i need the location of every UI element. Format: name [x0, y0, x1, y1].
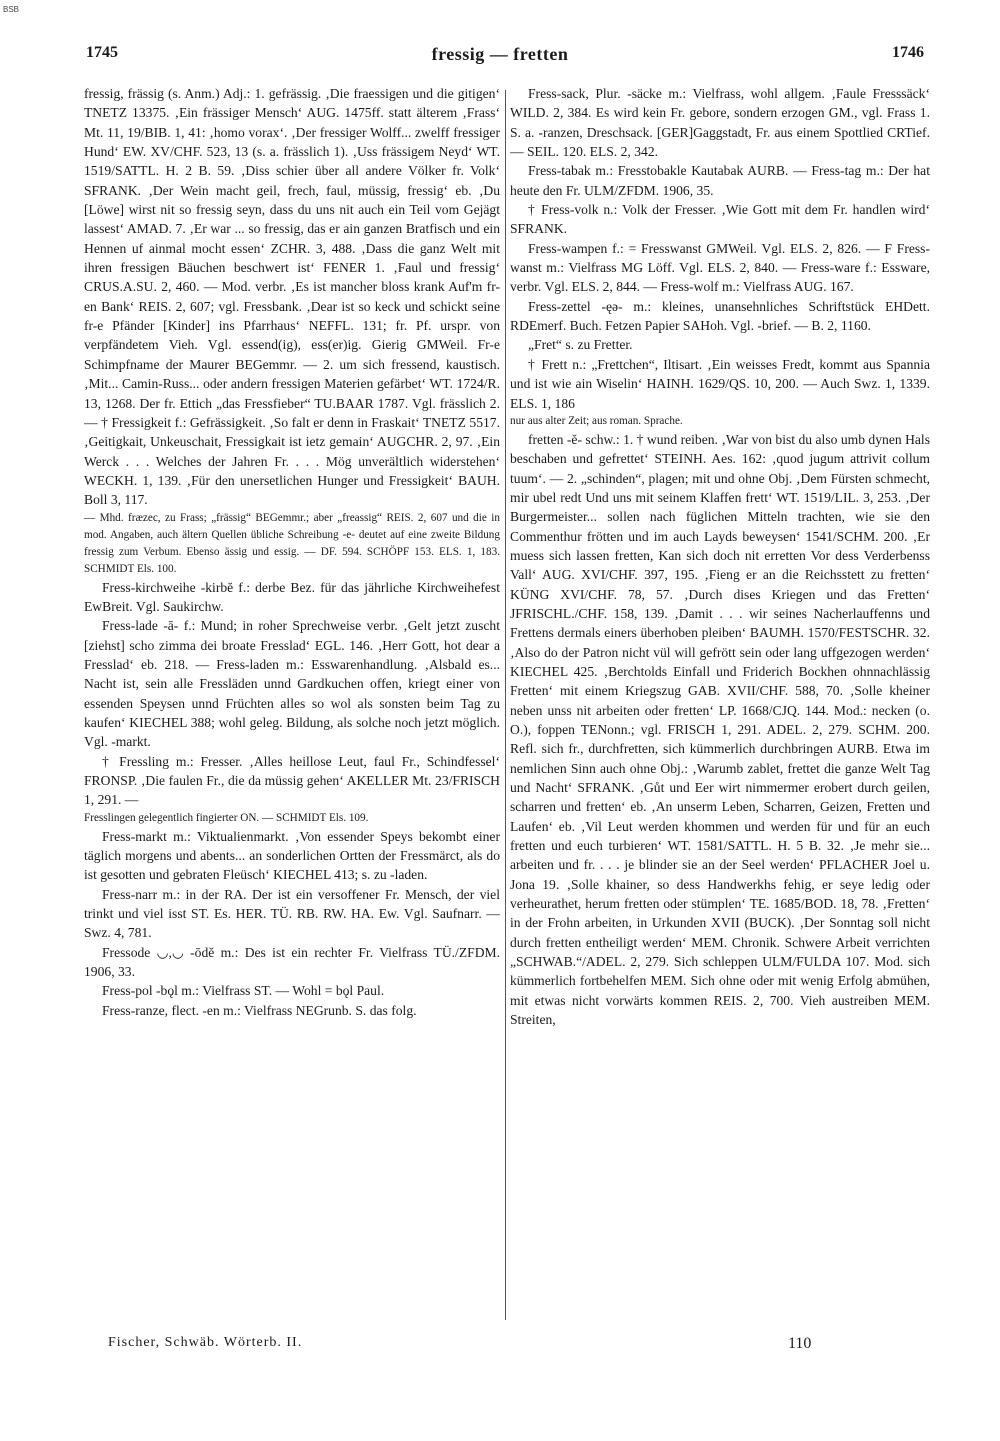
dictionary-entry: Fress-lade -ā- f.: Mund; in roher Sprechweise verbr. ‚Gelt jetzt zuscht [ziehst] scho zimma dei broate Fresslad‘ EGL. 146. ‚Herr Gott, hot dear a Fresslad‘ eb. 218. — Fress-laden m.: Esswarenhandlung. ‚Alsbald es... Nacht ist, sein alle Fressläden unnd Gardkuchen offen, kriegt einer von essenden Speysen unnd Früchten alles so wol als sonsten beim Tag zu kaufen‘ KIECHEL 388; wohl geleg. Bildung, als solche noch jetzt möglich. Vgl. -markt. [84, 618, 500, 750]
footer-sheet-number: 110 [788, 1335, 812, 1352]
dictionary-entry: Fress-kirchweihe -kirbĕ f.: derbe Bez. für das jährliche Kirchweihefest EwBreit. Vgl. Saukirchw. [84, 579, 500, 614]
dictionary-entry: Fress-zettel -ęə- m.: kleines, unansehnliches Schriftstück EHDett. RDEmerf. Buch. Fetzen Papier SAHoh. Vgl. -brief. — B. 2, 1160. [510, 298, 930, 334]
dictionary-entry: † Fressling m.: Fresser. ‚Alles heillose Leut, faul Fr., Schindfessel‘ FRONSP. ‚Die faulen Fr., die da müssig gehen‘ AKELLER Mt. 23/FRISCH 1, 291. — [84, 753, 500, 808]
right-column [510, 84, 930, 1324]
footer-source: Fischer, Schwäb. Wörterb. II. [108, 1335, 303, 1350]
library-stamp: BSB [3, 5, 20, 14]
dictionary-entry: Fress-tabak m.: Fresstobakle Kautabak AURB. — Fress-tag m.: Der hat heute den Fr. ULM/ZFDM. 1906, 35. [510, 163, 930, 198]
page-number-left: 1745 [86, 44, 118, 61]
page-header [0, 44, 1000, 74]
running-headword: fressig — fretten [431, 44, 569, 64]
dictionary-entry: † Frett n.: „Frettchen“, Iltisart. ‚Ein weisses Fredt, kommt aus Spannia und ist wie ain Wiselin‘ HAINH. 1629/QS. 10, 200. — Auch Swz. 1, 1339. ELS. 1, 186 [510, 356, 930, 411]
dictionary-entry: † Fress-volk n.: Volk der Fresser. ‚Wie Gott mit dem Fr. handlen wird‘ SFRANK. [510, 202, 930, 237]
dictionary-entry: fressig, frässig (s. Anm.) Adj.: 1. gefrässig. ‚Die fraessigen und die gitigen‘ TNETZ 13375. ‚Ein frässiger Mensch‘ AUG. 1475ff. statt älterem ‚Frass‘ Mt. 11, 19/BIB. 1, 41: ‚homo vorax‘. ‚Der fressiger Wolff... zwelff fressiger Hund‘ EW. XV/CHF. 523, 13 (s. a. frässlich 1). ‚Uss frässigem Neyd‘ WT. 1519/SATTL. H. 2 B. 59. ‚Diss schier über all andere Völker fr. Volk‘ SFRANK. ‚Der Wein macht geil, frech, faul, müssig, fressig‘ eb. ‚Du [Löwe] wirst nit so fressig seyn, dass du uns nit auch ein Teil vom Gejägt lassest‘ AMAD. 7. ‚Er war ... so fressig, das er ain ganzen Bratfisch und ein Hennen uf ainmal mocht essen‘ ZCHR. 3, 488. ‚Dass die ganz Welt mit ihren fressigen Bäuchen beschwert ist‘ FENER 1. ‚Faul und fressig‘ CRUS.A.SU. 2, 460. — Mod. verbr. ‚Es ist mancher bloss krank Auf'm fr-en Bank‘ REIS. 2, 607; vgl. Fressbank. ‚Dear ist so keck und schickt seine fr-e Pfänder [Kinder] ins Pfarrhaus‘ NEFFL. 131; fr. Pf. urspr. von verpfändetem Vieh. Vgl. essend(ig), ess(er)ig. Gierig GMWeil. Fr-e Schimpfname der Maurer BEGemmr. — 2. um sich fressend, kaustisch. ‚Mit... Camin-Russ... oder andern fressigen Materien gefärbet‘ WT. 1724/R. 13, 1268. Der fr. Ettich „das Fressfieber“ TU.BAAR 1787. Vgl. frässlich 2. — † Fressigkeit f.: Gefrässigkeit. ‚So falt er denn in Fraskait‘ TNETZ 5517. ‚Geitigkait, Unkeuschait, Fressigkait ist ietz gemain‘ AUGCHR. 2, 97. ‚Ein Werck . . . Welches der Jahren Fr. . . . Mög unverältlich widerstehen‘ WECKH. 1, 139. ‚Für den unersetlichen Hunger und Fressigkeit‘ BAUH. Boll 3, 117. [84, 86, 500, 508]
dictionary-entry: Fress-wampen f.: = Fresswanst GMWeil. Vgl. ELS. 2, 826. — F Fress-wanst m.: Vielfrass MG Löff. Vgl. ELS. 2, 840. — Fress-ware f.: Essware, verbr. Vgl. ELS. 2, 844. — Fress-wolf m.: Vielfrass AUG. 167. [510, 240, 930, 295]
dictionary-entry: Fress-narr m.: in der RA. Der ist ein versoffener Fr. Mensch, der viel trinkt und viel isst ST. Es. HER. TÜ. RB. RW. HA. Ew. Vgl. Saufnarr. — Swz. 4, 781. [84, 886, 500, 941]
entry-note: Fresslingen gelegentlich fingierter ON. — SCHMIDT Els. 109. [84, 811, 369, 824]
dictionary-entry: fretten -ĕ- schw.: 1. † wund reiben. ‚War von bist du also umb dynen Hals beschaben und gefrettet‘ STEINH. Aes. 162: ‚quod jugum attrivit collum tuum‘. — 2. „schinden“, plagen; mit und ohne Obj. ‚Dem Fürsten schmecht, mir ubel redt Und uns mit seinem Klaffen frett‘ WT. 1519/LIL. 3, 253. ‚Der Burgermeister... sollen nach füglichen Mitteln trachten, wie sie den Commenthur frötten und im auch Layds beweysen‘ 1541/SCHM. 200. ‚Er muess sich lassen fretten, Kan sich doch nit erretten Vor dess Verderbenss Vall‘ AUG. XVI/CHF. 397, 195. ‚Fieng er an die Reichsstett zu fretten‘ KÜNG XVI/CHF. 78, 57. ‚Durch dises Kriegen und das Fretten‘ JFRISCHL./CHF. 158, 139. ‚Damit . . . wir seines Nacherlauffenns und Frettens dermals einers überhoben pleiben‘ BAUMH. 1570/FESTSCHR. 32. ‚Also do der Patron nicht vül will gefrött sein oder lang uffgezogen werden‘ KIECHEL 425. ‚Berchtolds Einfall und Friderich Bockhen ohnnachlässig Fretten‘ mit einem Kriegszug GAB. XVII/CHF. 588, 70. ‚Solle kheiner neben unss nit arbeiten oder fretten‘ LP. 1668/CJQ. 144. Mod.: necken (o. O.), foppen TENonn.; vgl. FRISCH 1, 291. ADEL. 2, 279. SCHM. 200. Refl. sich fr., durchfretten, sich kümmerlich durchbringen AURB. Etwa im nemlichen Sinn auch ohne Obj.: ‚Warumb zablet, frettet die ganze Welt Tag und Nacht‘ SFRANK. ‚Gůt und Eer wirt nimmermer erobert durch geilen, scharren und fretten‘ eb. ‚An unserm Leben, Scharren, Geizen, Fretten und Laufen‘ eb. ‚Vil Leut werden khommen und werden für und für an euch fretten und euch turbieren‘ WT. 1581/SATTL. H. 5 B. 32. ‚Je mehr sie... arbeiten und fr. . . . je blinder sie an der Seel werden‘ PFLACHER Joel u. Jona 19. ‚Solle khainer, so dess Handwerkhs fehig, er seye ledig oder verheurathet, herum fretten oder stümplen‘ TE. 1685/BOD. 18, 78. ‚Fretten‘ in der Frohn arbeiten, in Urkunden XVII (BUCK). ‚Der Sonntag soll nicht durch fretten entheiligt werden‘ MEM. Chronik. Schwere Arbeit verrichten „SCHWAB.“/ADEL. 2, 279. Sich schleppen ULM/FULDA 107. Mod. sich kümmerlich fortbehelfen MEM. Sich ohne oder mit wenig Erfolg abmühen, mit etwas nicht vorwärts kommen REIS. 2, 700. Vieh austreiben MEM. Streiten, [510, 431, 930, 1028]
dictionary-entry: Fressode ◡,◡ -ōdĕ m.: Des ist ein rechter Fr. Vielfrass TÜ./ZFDM. 1906, 33. [84, 944, 500, 980]
page-footer [0, 1335, 1000, 1359]
entry-note: — Mhd. fræzec, zu Frass; „frässig“ BEGemmr.; aber „freassig“ REIS. 2, 607 und die in mod. Angaben, auch ältern Quellen übliche Schreibung -e- deutet auf eine zweite Bildung fressig zum Verbum. Ebenso ässig und essig. — DF. 594. SCHÖPF 153. ELS. 1, 183. SCHMIDT Els. 100. [84, 511, 500, 575]
left-column [84, 84, 500, 1324]
dictionary-entry: Fress-sack, Plur. -säcke m.: Vielfrass, wohl allgem. ‚Faule Fresssäck‘ WILD. 2, 384. Es wird kein Fr. gebore, sondern erzogen GM., vgl. Frass 1. S. a. -ranzen, Dreschsack. [GER]Gaggstadt, Fr. aus einem Spottlied CRTief. — SEIL. 120. ELS. 2, 342. [510, 86, 930, 160]
dictionary-entry: Fress-ranze, flect. -en m.: Vielfrass NEGrunb. S. das folg. [102, 1002, 417, 1018]
dictionary-entry: Fress-markt m.: Viktualienmarkt. ‚Von essender Speys bekombt einer täglich morgens und abents... an sonderlichen Ortten der Fressmärct, als do ist gesotten und gebraten Fleüsch‘ KIECHEL 413; s. zu -laden. [84, 828, 500, 883]
column-divider [505, 90, 506, 1320]
page-number-right: 1746 [892, 44, 924, 61]
dictionary-entry: „Fret“ s. zu Fretter. [528, 337, 633, 353]
dictionary-entry: Fress-pol -bǫl m.: Vielfrass ST. — Wohl = bǫl Paul. [102, 983, 385, 999]
entry-note: nur aus alter Zeit; aus roman. Sprache. [510, 414, 683, 427]
